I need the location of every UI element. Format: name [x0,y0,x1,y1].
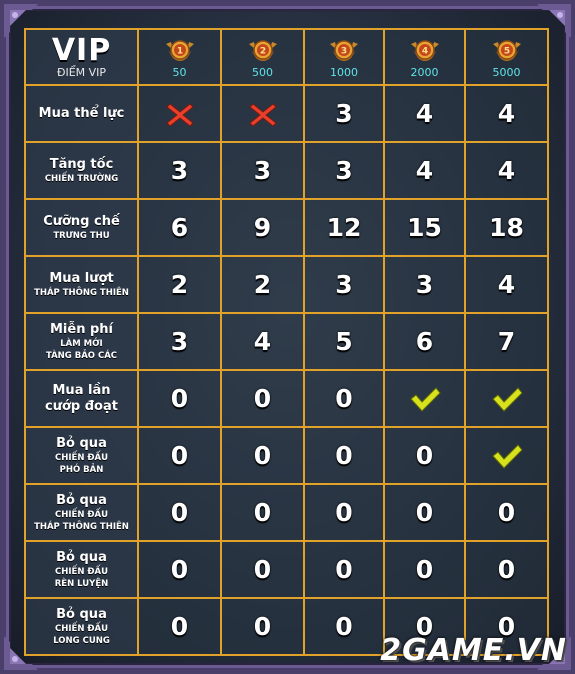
vip-level-4-header [384,29,465,85]
benefit-subtitle: LÀM MỚI [60,338,103,349]
vip-medal-icon [490,36,524,66]
benefit-value: 0 [415,498,434,527]
benefit-value-cell [138,199,221,256]
benefit-name: Bỏ qua [56,549,107,565]
benefit-value-cell [138,313,221,370]
benefit-value-cell [221,85,304,142]
benefit-value-cell [138,427,221,484]
benefit-value-cell [221,142,304,199]
site-watermark: 2GAME.VN [380,633,567,668]
benefit-value: 0 [415,441,434,470]
benefit-subtitle: CHIẾN ĐẤU [55,566,108,577]
benefit-value-cell [384,370,465,427]
benefit-value-cell [221,370,304,427]
benefit-value-cell [384,256,465,313]
benefit-value-cell [304,313,384,370]
check-icon [408,384,442,414]
benefit-value-cell [304,427,384,484]
benefit-subtitle: RÈN LUYỆN [54,578,109,589]
benefit-value-cell [221,541,304,598]
benefit-value: 9 [253,213,272,242]
benefit-value: 0 [170,384,189,413]
benefit-subtitle: CHIẾN ĐẤU [55,623,108,634]
benefit-value: 0 [170,612,189,641]
benefit-value: 2 [170,270,189,299]
benefit-value: 0 [335,612,353,641]
benefit-label-cell [25,199,138,256]
benefit-value-cell [138,484,221,541]
benefit-subtitle: TRƯNG THU [53,230,110,241]
benefit-value-cell [138,142,221,199]
benefit-subtitle: THÁP THÔNG THIÊN [34,287,129,298]
benefit-name: Tăng tốc [49,156,114,172]
benefit-value: 3 [335,270,353,299]
benefit-value-cell [465,484,548,541]
vip-points-value: 1000 [330,66,358,79]
benefit-subtitle: PHÓ BẢN [59,464,104,475]
benefit-subtitle: CHIẾN ĐẤU [55,509,108,520]
benefit-row [25,427,548,484]
check-icon [490,441,524,471]
benefit-value-cell [465,256,548,313]
svg-text:1: 1 [176,46,183,57]
vip-points-value: 5000 [492,66,521,79]
benefit-value-cell [384,427,465,484]
benefit-value-cell [304,370,384,427]
benefit-value-cell [304,256,384,313]
benefit-value: 3 [335,99,353,128]
benefit-value: 0 [170,441,189,470]
benefit-name: Bỏ qua [56,435,107,451]
vip-medal-icon [246,36,280,66]
benefit-value-cell [138,85,221,142]
benefit-value: 0 [253,498,272,527]
svg-text:5: 5 [503,46,510,57]
benefit-label-cell [25,484,138,541]
benefit-value: 0 [497,555,516,584]
benefit-value-cell [221,313,304,370]
benefit-value: 4 [497,99,516,128]
benefit-value: 0 [335,555,353,584]
benefit-value-cell [138,370,221,427]
benefit-subtitle: CHIẾN TRƯỜNG [44,173,119,184]
benefit-label-cell [25,256,138,313]
vip-medal-icon [327,36,361,66]
benefit-value: 0 [253,441,272,470]
benefit-row [25,370,548,427]
benefit-label-cell [25,85,138,142]
benefit-value-cell [465,313,548,370]
benefit-value: 0 [253,384,272,413]
benefit-label-cell [25,427,138,484]
benefit-row [25,256,548,313]
benefit-value-cell [465,370,548,427]
benefit-value-cell [384,484,465,541]
benefit-value: 12 [326,213,362,242]
vip-level-3-header [304,29,384,85]
benefit-value: 4 [253,327,272,356]
benefit-value-cell [221,256,304,313]
benefit-value-cell [384,199,465,256]
benefit-row [25,541,548,598]
benefit-value: 0 [497,498,516,527]
benefit-value: 0 [170,555,189,584]
benefit-value-cell [384,85,465,142]
benefit-row [25,142,548,199]
benefit-subtitle: TÀNG BẢO CÁC [45,350,118,361]
svg-text:3: 3 [340,46,348,57]
benefit-label-cell [25,370,138,427]
benefit-value-cell [138,256,221,313]
benefit-value-cell [304,142,384,199]
benefit-value-cell [221,199,304,256]
benefit-value-cell [384,142,465,199]
vip-header-cell [25,29,138,85]
benefit-value: 0 [170,498,189,527]
benefit-value-cell [384,313,465,370]
benefit-value: 0 [415,555,434,584]
benefit-row [25,484,548,541]
vip-points-value: 500 [252,66,273,79]
benefit-value: 6 [415,327,434,356]
benefit-value: 3 [335,156,353,185]
benefit-value-cell [138,541,221,598]
vip-level-1-header [138,29,221,85]
vip-level-5-header [465,29,548,85]
benefit-value: 4 [497,270,516,299]
benefit-name: cướp đoạt [45,398,118,414]
cross-icon [246,99,280,129]
benefit-value: 3 [253,156,272,185]
svg-text:2: 2 [259,46,266,57]
benefit-value-cell [465,427,548,484]
benefit-name: Bỏ qua [56,492,107,508]
benefit-value-cell [304,598,384,655]
benefit-value-cell [465,85,548,142]
benefit-value: 5 [335,327,353,356]
benefit-row [25,85,548,142]
benefit-value-cell [304,85,384,142]
benefit-value: 3 [415,270,434,299]
benefit-value: 0 [253,555,272,584]
benefit-label-cell [25,541,138,598]
benefit-value: 0 [253,612,272,641]
benefit-label-cell [25,142,138,199]
vip-benefits-table [24,28,549,656]
benefit-label-cell [25,313,138,370]
benefit-label-cell [25,598,138,655]
benefit-value: 0 [335,498,353,527]
benefit-name: Miễn phí [49,321,113,337]
benefit-value-cell [138,598,221,655]
vip-level-2-header [221,29,304,85]
benefit-subtitle: THÁP THÔNG THIÊN [34,521,129,532]
vip-points-label: ĐIỂM VIP [56,65,107,79]
benefit-name: Mua lần [52,382,111,398]
benefit-value-cell [221,484,304,541]
benefit-value: 0 [415,612,434,641]
benefit-name: Mua lượt [49,270,114,286]
benefit-value-cell [465,142,548,199]
benefit-value: 2 [253,270,272,299]
header-row [25,29,548,85]
benefit-value: 0 [335,384,353,413]
vip-title: VIP [51,32,112,68]
benefit-value: 6 [170,213,189,242]
benefit-value-cell [221,598,304,655]
benefit-value: 4 [497,156,516,185]
vip-points-value: 2000 [410,66,439,79]
benefit-value: 4 [415,99,434,128]
benefit-value: 15 [407,213,442,242]
benefit-value: 0 [335,441,353,470]
benefit-value-cell [465,541,548,598]
benefit-name: Cưỡng chế [43,213,120,229]
benefit-value: 3 [170,156,189,185]
benefit-value-cell [465,199,548,256]
check-icon [490,384,524,414]
cross-icon [163,99,197,129]
benefit-row [25,313,548,370]
vip-points-value: 50 [172,66,187,79]
vip-medal-icon [408,36,442,66]
benefit-value-cell [221,427,304,484]
benefit-value: 7 [497,327,516,356]
benefit-value-cell [304,541,384,598]
benefit-subtitle: CHIẾN ĐẤU [55,452,108,463]
benefit-value-cell [304,199,384,256]
benefit-value-cell [304,484,384,541]
benefit-value: 0 [497,612,516,641]
benefit-name: Bỏ qua [56,606,107,622]
benefit-name: Mua thể lực [38,105,125,121]
vip-medal-icon [163,36,197,66]
benefit-value: 18 [489,213,524,242]
svg-text:4: 4 [421,46,428,57]
benefit-subtitle: LONG CUNG [53,635,110,646]
benefit-value: 4 [415,156,434,185]
benefit-value: 3 [170,327,189,356]
benefit-value-cell [384,541,465,598]
benefit-row [25,199,548,256]
